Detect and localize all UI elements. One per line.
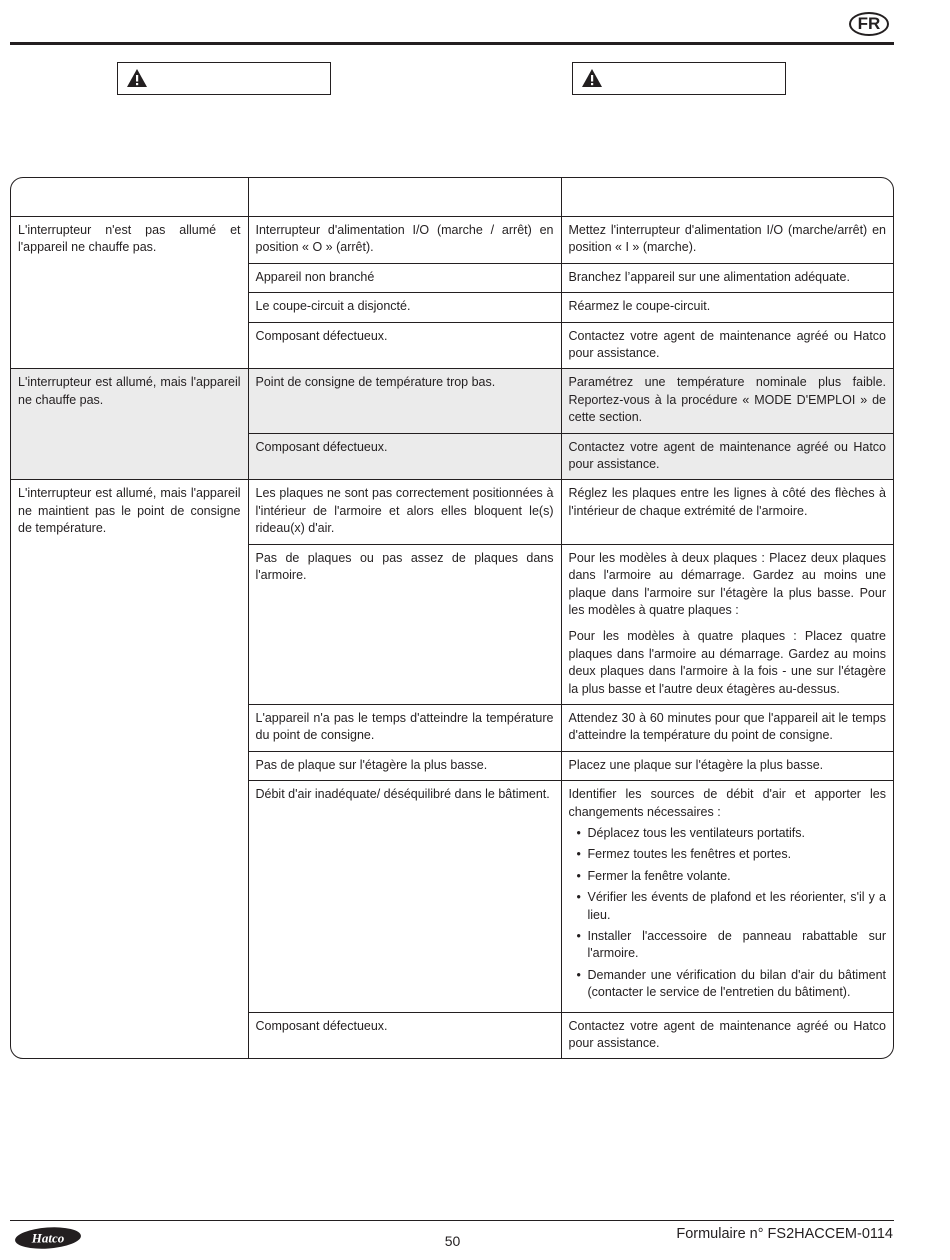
bullet-list — [569, 825, 887, 1002]
solution-paragraph: Identifier les sources de débit d'air et apporter les changements nécessaires : — [568, 787, 886, 819]
solution-paragraph: Pour les modèles à quatre plaques : Placez quatre plaques dans l'armoire au démarrage. Gardez au moins deux plaques dans l'armoire à la fois - une sur l'étagère la plus basse et l'autre deux étagères au-dessus. — [568, 629, 886, 696]
header-cell-symptom — [11, 178, 248, 217]
cause-cell: Débit d'air inadéquate/ déséquilibré dans le bâtiment. — [248, 781, 561, 1012]
solution-cell: Attendez 30 à 60 minutes pour que l'appareil ait le temps d'atteindre la température du point de consigne. — [561, 704, 893, 751]
solution-cell: Contactez votre agent de maintenance agréé ou Hatco pour assistance. — [561, 322, 893, 369]
solution-cell: Placez une plaque sur l'étagère la plus basse. — [561, 751, 893, 780]
cause-cell: L'appareil n'a pas le temps d'atteindre la température du point de consigne. — [248, 704, 561, 751]
cause-cell: Pas de plaque sur l'étagère la plus basse. — [248, 751, 561, 780]
warning-triangle-icon — [581, 68, 603, 88]
table-row — [11, 369, 893, 433]
warning-box — [572, 62, 786, 95]
bullet-item: • Fermez toutes les fenêtres et portes. — [569, 846, 887, 863]
table-row — [11, 217, 893, 264]
cause-cell: Les plaques ne sont pas correctement positionnées à l'intérieur de l'armoire et alors elles bloquent le(s) rideau(x) d'air. — [248, 480, 561, 544]
table-header-row — [11, 178, 893, 217]
solution-cell: Contactez votre agent de maintenance agréé ou Hatco pour assistance. — [568, 1018, 886, 1051]
cause-cell: Composant défectueux. — [248, 1012, 561, 1058]
page-number: 50 — [444, 1233, 461, 1249]
bullet-item: • Vérifier les évents de plafond et les réorienter, s'il y a lieu. — [569, 889, 887, 924]
symptom-cell: L'interrupteur est allumé, mais l'appareil ne maintient pas le point de consigne de température. — [11, 480, 248, 1058]
solution-cell: Branchez l’appareil sur une alimentation adéquate. — [561, 263, 893, 292]
solution-cell: Contactez votre agent de maintenance agréé ou Hatco pour assistance. — [561, 433, 893, 480]
symptom-cell: L'interrupteur n'est pas allumé et l'appareil ne chauffe pas. — [11, 217, 248, 369]
solution-paragraph: Pour les modèles à deux plaques : Placez deux plaques dans l'armoire au démarrage. Gardez au moins une plaque dans l'armoire sur l'étagère la plus basse. Pour les modèles à quatre plaques : — [568, 550, 886, 617]
warning-triangle-icon — [126, 68, 148, 88]
cause-cell: Appareil non branché — [248, 263, 561, 292]
solution-cell: Mettez l'interrupteur d'alimentation I/O (marche/arrêt) en position « I » (marche). — [561, 217, 893, 264]
cause-cell: Composant défectueux. — [248, 433, 561, 480]
cause-cell: Interrupteur d'alimentation I/O (marche / arrêt) en position « O » (arrêt). — [248, 217, 561, 264]
footer-rule — [10, 1220, 894, 1221]
solution-cell — [561, 781, 893, 1012]
svg-text:Hatco: Hatco — [31, 1230, 65, 1246]
solution-cell: Réglez les plaques entre les lignes à côté des flèches à l'intérieur de chaque extrémité de l'armoire. — [561, 480, 893, 544]
cause-cell: Point de consigne de température trop bas. — [248, 369, 561, 433]
form-number: Formulaire n° FS2HACCEM-0114 — [676, 1226, 893, 1242]
cause-cell: Composant défectueux. — [248, 322, 561, 369]
troubleshooting-table — [10, 177, 894, 1059]
solution-cell: Paramétrez une température nominale plus faible. Reportez-vous à la procédure « MODE D'EMPLOI » de cette section. — [561, 369, 893, 433]
bullet-item: • Déplacez tous les ventilateurs portatifs. — [569, 825, 887, 842]
solution-cell: Réarmez le coupe-circuit. — [561, 293, 893, 322]
header-cell-cause — [248, 178, 561, 217]
bullet-item: • Installer l'accessoire de panneau rabattable sur l'armoire. — [569, 928, 887, 963]
header-rule — [10, 42, 894, 45]
warning-box — [117, 62, 331, 95]
solution-cell — [561, 544, 893, 704]
bullet-item: • Fermer la fenêtre volante. — [569, 868, 887, 885]
table-row — [11, 480, 893, 544]
cause-cell: Pas de plaques ou pas assez de plaques dans l'armoire. — [248, 544, 561, 704]
symptom-cell: L'interrupteur est allumé, mais l'appareil ne chauffe pas. — [11, 369, 248, 480]
bullet-item: • Demander une vérification du bilan d'air du bâtiment (contacter le service de l'entretien du bâtiment). — [569, 967, 887, 1002]
header-cell-solution — [561, 178, 893, 217]
language-badge: FR — [849, 12, 889, 36]
cause-cell: Le coupe-circuit a disjoncté. — [248, 293, 561, 322]
